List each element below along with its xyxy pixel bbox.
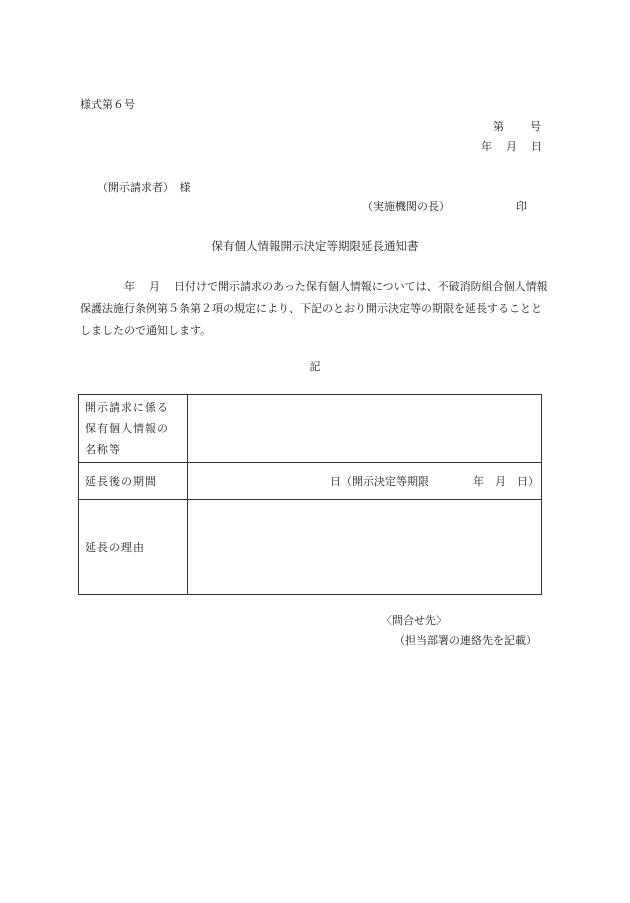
table-row <box>79 463 542 500</box>
ki-heading: 記 <box>309 360 321 373</box>
extension-reason-value <box>188 500 542 595</box>
info-name-value <box>188 395 542 463</box>
period-day: 日（開示決定等期限 <box>330 475 429 488</box>
period-deadline-date: 年 月 日） <box>473 475 539 488</box>
extension-reason-label: 延長の理由 <box>79 500 188 595</box>
contact-note: （担当部署の連絡先を記載） <box>394 634 537 647</box>
detail-table <box>78 394 542 595</box>
table-row <box>79 500 542 595</box>
seal-mark: 印 <box>516 200 527 213</box>
addressee: （開示請求者） 様 <box>97 181 191 194</box>
document-title: 保有個人情報開示決定等期限延長通知書 <box>211 239 419 253</box>
body-text: 日付けで開示請求のあった保有個人情報については、不破消防組合個人情報保護法施行条例第５条第２項の規定により、下記のとおり開示決定等の期限を延長することとしましたので通知します。 <box>80 280 548 337</box>
body-date-year: 年 <box>124 280 135 293</box>
date-month: 月 <box>506 140 517 153</box>
sender: （実施機関の長） <box>362 200 450 213</box>
info-name-label <box>79 395 188 463</box>
label-line: 開示請求に係る <box>85 401 169 414</box>
table-row <box>79 395 542 463</box>
date-year: 年 <box>481 140 492 153</box>
body-paragraph <box>80 276 552 342</box>
document-number <box>493 118 541 134</box>
label-line: 名称等 <box>85 443 121 456</box>
form-number: 様式第６号 <box>80 98 135 111</box>
number-prefix: 第 <box>493 120 504 133</box>
document-date <box>481 138 542 154</box>
extended-period-label: 延長後の期間 <box>79 463 188 500</box>
date-day: 日 <box>531 140 542 153</box>
body-date-month: 月 <box>149 280 160 293</box>
label-line: 保有個人情報の <box>85 422 169 435</box>
number-suffix: 号 <box>530 120 541 133</box>
contact-label: 〈問合せ先〉 <box>381 614 447 627</box>
extended-period-value <box>188 463 542 500</box>
